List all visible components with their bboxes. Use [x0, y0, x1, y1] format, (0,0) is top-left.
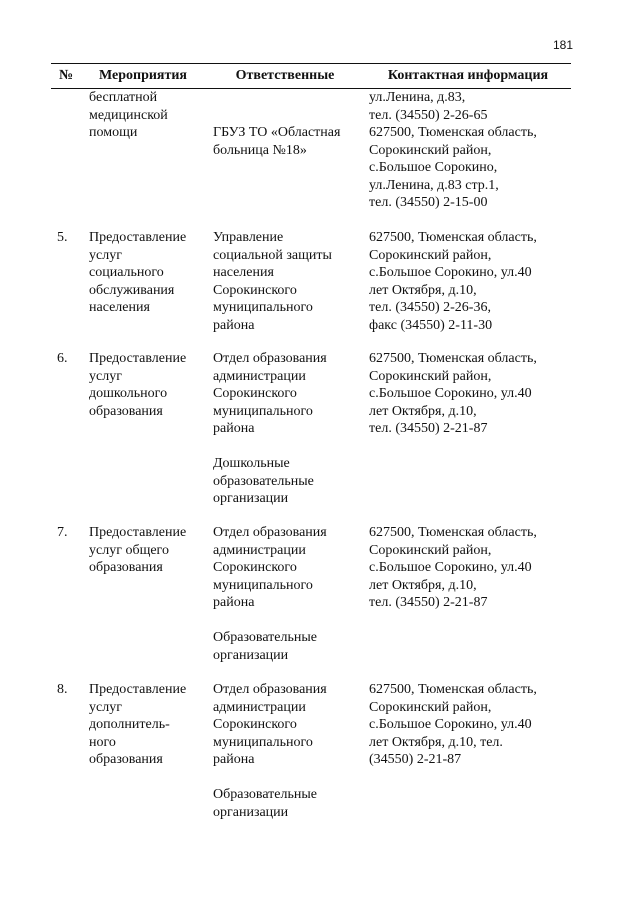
- contact-line: ул.Ленина, д.83 стр.1,: [369, 177, 499, 193]
- table-row: [51, 524, 571, 664]
- event-line: помощи: [89, 125, 138, 140]
- contact-cell: [365, 681, 571, 821]
- responsible-line: Отдел образования: [213, 351, 327, 366]
- responsible-line: Управление: [213, 230, 284, 245]
- contact-line: Сорокинский район,: [369, 142, 492, 158]
- contact-line: 627500, Тюменская область,: [369, 125, 537, 140]
- event-cell: [81, 524, 205, 664]
- row-number: 6.: [57, 351, 68, 366]
- header-responsible: Ответственные: [235, 68, 335, 83]
- event-line: услуг общего: [89, 542, 169, 558]
- contact-line: тел. (34550) 2-21-87: [369, 595, 488, 610]
- contact-line: с.Большое Сорокино,: [369, 160, 498, 175]
- contact-cell: [365, 229, 571, 334]
- contact-cell: [365, 350, 571, 508]
- event-line: Предоставление: [89, 682, 187, 697]
- responsible-line: Сорокинского: [213, 560, 297, 575]
- responsible-cell: [205, 350, 365, 508]
- responsible-block: [213, 524, 365, 612]
- responsible-cell: [205, 681, 365, 821]
- header-event: Мероприятия: [98, 68, 188, 83]
- event-line: дошкольного: [89, 386, 168, 401]
- contact-line: Сорокинский район,: [369, 368, 492, 384]
- responsible-cell: [205, 524, 365, 664]
- responsible-line: Образовательные: [213, 787, 317, 802]
- table-row: [51, 229, 571, 334]
- responsible-line: социальной защиты: [213, 247, 332, 263]
- event-line: Предоставление: [89, 351, 187, 366]
- event-line: обслуживания: [89, 282, 175, 298]
- responsible-block: [213, 629, 365, 664]
- contact-line: Сорокинский район,: [369, 247, 492, 263]
- responsible-line: администрации: [213, 699, 306, 715]
- header-num: №: [58, 68, 74, 83]
- responsible-line: муниципального: [213, 300, 313, 315]
- contact-line: тел. (34550) 2-26-36,: [369, 300, 491, 315]
- responsible-line: муниципального: [213, 577, 313, 593]
- contact-line: Сорокинский район,: [369, 699, 492, 715]
- responsible-cell: [205, 89, 365, 212]
- responsible-line: Сорокинского: [213, 717, 297, 732]
- event-line: дополнитель-: [89, 717, 170, 732]
- contact-line: (34550) 2-21-87: [369, 752, 462, 767]
- contact-line: лет Октября, д.10,: [369, 403, 477, 419]
- responsible-line: организации: [213, 647, 289, 663]
- responsible-block: [213, 786, 365, 821]
- contact-line: Сорокинский район,: [369, 542, 492, 558]
- responsible-line: ГБУЗ ТО «Областная: [213, 125, 341, 140]
- contact-cell: [365, 524, 571, 664]
- responsible-line: Сорокинского: [213, 282, 297, 298]
- responsible-line: района: [213, 421, 255, 436]
- responsible-line: Образовательные: [213, 630, 317, 645]
- header-contact: Контактная информация: [387, 68, 549, 83]
- event-line: медицинской: [89, 107, 168, 123]
- responsible-line: организации: [213, 491, 289, 506]
- event-line: услуг: [89, 368, 122, 384]
- page-number: 181: [553, 38, 574, 52]
- event-line: образования: [89, 560, 163, 575]
- contact-line: факс (34550) 2-11-30: [369, 317, 493, 333]
- responsible-block: [213, 455, 365, 508]
- row-number: 5.: [57, 230, 68, 245]
- contact-cell: [365, 89, 571, 212]
- row-number: 7.: [57, 525, 68, 540]
- responsible-block: [213, 681, 365, 769]
- event-line: бесплатной: [89, 90, 158, 105]
- row-number: 8.: [57, 682, 68, 697]
- event-line: ного: [89, 734, 116, 750]
- responsible-line: образовательные: [213, 473, 314, 489]
- event-line: услуг: [89, 699, 122, 715]
- contact-line: с.Большое Сорокино, ул.40: [369, 560, 532, 575]
- contact-line: с.Большое Сорокино, ул.40: [369, 717, 532, 732]
- responsible-block: [213, 229, 365, 334]
- responsible-line: [213, 107, 365, 125]
- table-row: [51, 350, 571, 508]
- event-cell: [81, 89, 205, 212]
- table-header: [51, 63, 571, 89]
- responsible-line: муниципального: [213, 734, 313, 750]
- responsible-cell: [205, 229, 365, 334]
- contact-line: 627500, Тюменская область,: [369, 230, 537, 245]
- table-row: [51, 89, 571, 212]
- contact-line: лет Октября, д.10, тел.: [369, 734, 503, 750]
- event-line: Предоставление: [89, 230, 187, 245]
- responsible-line: администрации: [213, 542, 306, 558]
- responsible-block: [213, 350, 365, 438]
- responsible-line: Отдел образования: [213, 525, 327, 540]
- responsible-line: района: [213, 595, 255, 610]
- event-cell: [81, 229, 205, 334]
- contact-line: ул.Ленина, д.83,: [369, 90, 466, 105]
- event-cell: [81, 350, 205, 508]
- contact-line: лет Октября, д.10,: [369, 577, 477, 593]
- responsible-block: [213, 89, 365, 159]
- event-line: образования: [89, 403, 163, 419]
- row-number: [51, 89, 81, 212]
- event-line: социального: [89, 265, 164, 280]
- event-line: образования: [89, 752, 163, 767]
- responsible-line: больница №18»: [213, 142, 307, 158]
- contact-line: с.Большое Сорокино, ул.40: [369, 386, 532, 401]
- responsible-line: администрации: [213, 368, 306, 384]
- responsible-line: Отдел образования: [213, 682, 327, 697]
- responsible-line: населения: [213, 265, 274, 280]
- responsible-line: организации: [213, 804, 289, 820]
- contact-line: 627500, Тюменская область,: [369, 525, 537, 540]
- event-cell: [81, 681, 205, 821]
- contact-line: 627500, Тюменская область,: [369, 682, 537, 697]
- table-row: [51, 681, 571, 821]
- event-line: услуг: [89, 247, 122, 263]
- contact-line: тел. (34550) 2-26-65: [369, 107, 488, 123]
- responsible-line: района: [213, 317, 255, 333]
- contact-line: 627500, Тюменская область,: [369, 351, 537, 366]
- contact-line: тел. (34550) 2-21-87: [369, 421, 488, 436]
- contact-line: с.Большое Сорокино, ул.40: [369, 265, 532, 280]
- contact-line: лет Октября, д.10,: [369, 282, 477, 298]
- responsible-line: муниципального: [213, 403, 313, 419]
- event-line: Предоставление: [89, 525, 187, 540]
- responsible-line: Дошкольные: [213, 456, 290, 471]
- responsible-line: района: [213, 752, 255, 767]
- responsible-line: Сорокинского: [213, 386, 297, 401]
- responsible-line: [213, 89, 365, 107]
- contact-line: тел. (34550) 2-15-00: [369, 195, 488, 210]
- services-table: [51, 63, 571, 820]
- event-line: населения: [89, 300, 150, 315]
